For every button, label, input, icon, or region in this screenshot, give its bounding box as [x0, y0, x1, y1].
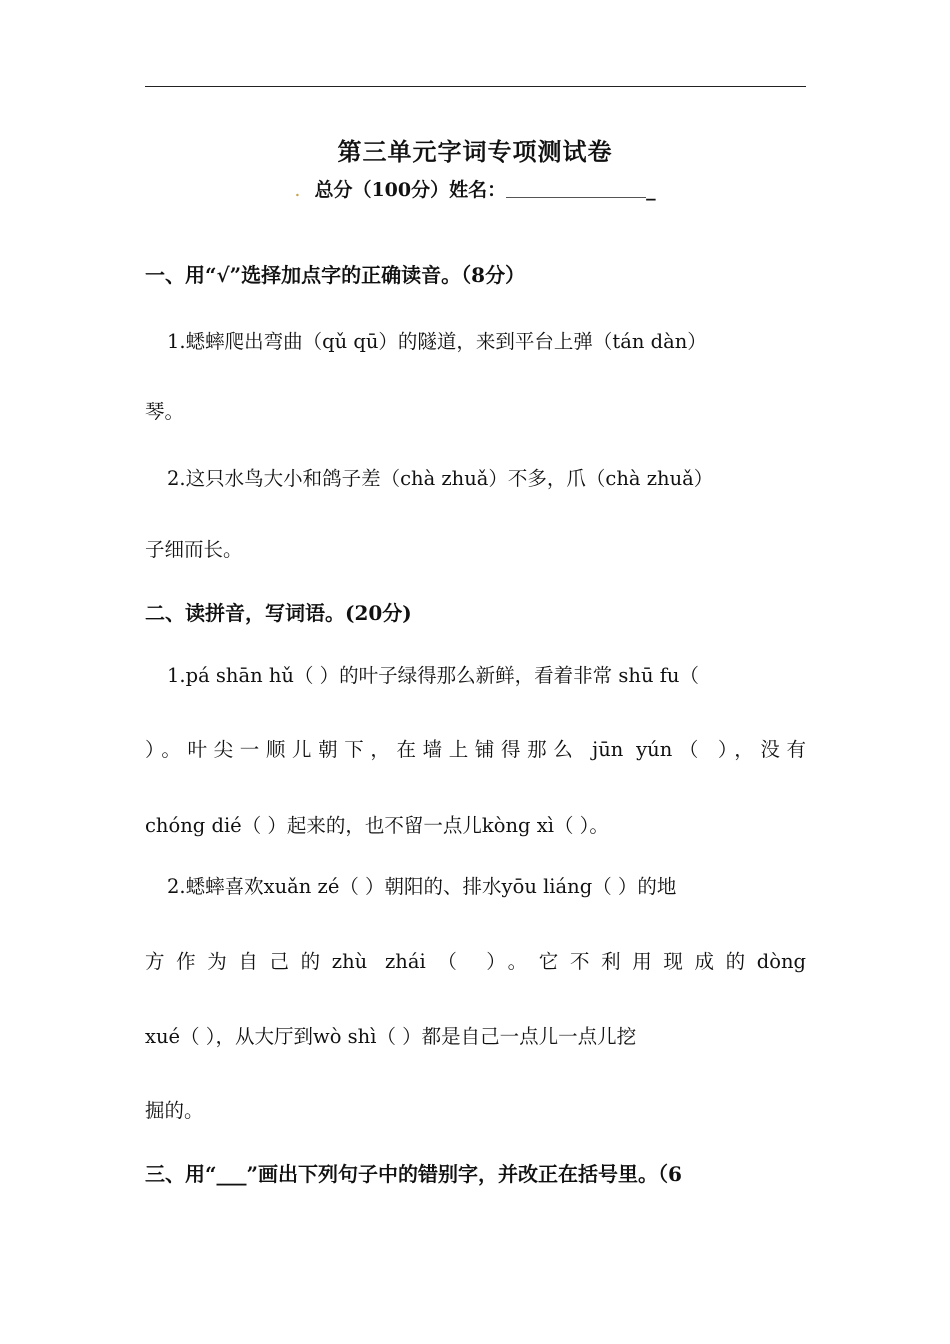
subtitle-text: 总分（100分）姓名： [314, 179, 507, 201]
s2-q2-line2: 方作为自己的zhù zhái（ ）。它不利用现成的dòng [145, 950, 806, 973]
s2-q2-line3: xué（ ），从大厅到wò shì（ ）都是自己一点儿一点儿挖 [145, 1025, 637, 1048]
s1-q2-line1: 2.这只水鸟大小和鸽子差（chà zhuǎ）不多，爪（chà zhuǎ） [167, 467, 714, 490]
s1-q1-line2: 琴。 [145, 400, 185, 423]
s2-q1-line3: chóng dié（ ）起来的，也不留一点儿kòng xì（ ）。 [145, 814, 609, 837]
s2-q1-line2: ）。叶尖一顺儿朝下，在墙上铺得那么 jūn yún（ ），没有 [145, 738, 806, 761]
s2-q1-line1: 1.pá shān hǔ（ ）的叶子绿得那么新鲜，看着非常 shū fu（ [167, 664, 699, 687]
subtitle [0, 175, 950, 202]
section3-heading: 三、用“___”画出下列句子中的错别字，并改正在括号里。（6 [145, 1162, 682, 1186]
section1-heading: 一、用“√”选择加点字的正确读音。（8分） [145, 263, 526, 287]
top-rule [145, 86, 806, 87]
name-blank[interactable] [506, 179, 646, 198]
s2-q2-line4: 掘的。 [145, 1099, 204, 1122]
s2-q2-line1: 2.蟋蟀喜欢xuǎn zé（ ）朝阳的、排水yōu liáng（ ）的地 [167, 875, 677, 898]
decorative-dot: . [294, 179, 301, 201]
subtitle-suffix: _ [646, 179, 656, 201]
section2-heading: 二、读拼音，写词语。(20分) [145, 601, 412, 625]
page-title: 第三单元字词专项测试卷 [337, 137, 613, 166]
s1-q1-line1: 1.蟋蟀爬出弯曲（qǔ qū）的隧道，来到平台上弹（tán dàn） [167, 330, 707, 353]
s1-q2-line2: 子细而长。 [145, 538, 243, 561]
